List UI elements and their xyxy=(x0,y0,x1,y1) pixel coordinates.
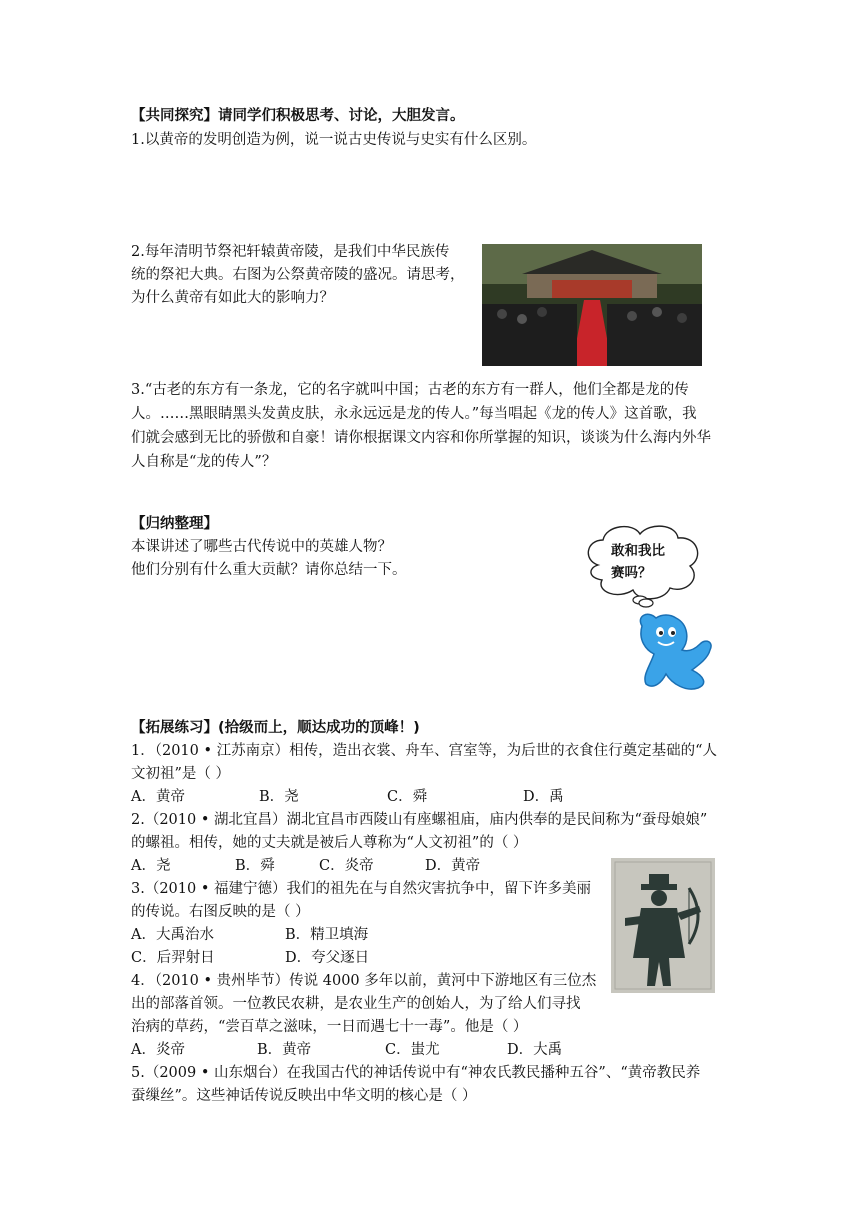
option-c: C．炎帝 xyxy=(319,858,374,874)
option-b: B．尧 xyxy=(259,789,299,805)
practice-q2-options xyxy=(131,854,480,878)
ceremony-photo xyxy=(482,244,702,366)
option-a: A．尧 xyxy=(131,858,171,874)
practice-q3-options xyxy=(131,923,368,947)
option-d: D．禹 xyxy=(523,789,564,805)
option-d: D．黄帝 xyxy=(425,858,481,874)
practice-q4-line: 治病的草药，“尝百草之滋味，一日而遇七十一毒”。他是（ ） xyxy=(131,1019,528,1035)
summary-line: 本课讲述了哪些古代传说中的英雄人物？ xyxy=(131,539,392,555)
question-3-line: 3.“古老的东方有一条龙，它的名字就叫中国；古老的东方有一群人，他们全都是龙的传 xyxy=(131,382,689,398)
section-heading-summary: 【归纳整理】 xyxy=(131,516,218,532)
bubble-text-line: 赛吗？ xyxy=(611,565,652,581)
option-a: A．黄帝 xyxy=(131,789,185,805)
question-3-line: 人自称是“龙的传人”？ xyxy=(131,454,277,470)
option-b: B．黄帝 xyxy=(257,1042,312,1058)
archer-figure-illustration xyxy=(611,858,715,993)
option-d: D．大禹 xyxy=(507,1042,563,1058)
option-c: C．后羿射日 xyxy=(131,950,215,966)
option-d: D．夸父逐日 xyxy=(285,950,370,966)
practice-q4-line: 4．（2010 • 贵州毕节）传说 4000 多年以前，黄河中下游地区有三位杰 xyxy=(131,973,597,989)
practice-q2-line: 2.（2010 • 湖北宜昌）湖北宜昌市西陵山有座螺祖庙，庙内供奉的是民间称为“蚕母娘娘” xyxy=(131,812,708,828)
question-2-line: 为什么黄帝有如此大的影响力？ xyxy=(131,290,334,306)
section-heading-explore: 【共同探究】请同学们积极思考、讨论，大胆发言。 xyxy=(131,108,465,124)
option-b: B．精卫填海 xyxy=(285,927,369,943)
option-a: A．炎帝 xyxy=(131,1042,185,1058)
option-a: A．大禹治水 xyxy=(131,927,214,943)
practice-q1-line: 1．（2010 • 江苏南京）相传，造出衣裳、舟车、宫室等，为后世的衣食住行奠定基础的“人 xyxy=(131,743,718,759)
option-c: C．蚩尤 xyxy=(385,1042,440,1058)
practice-q1-line: 文初祖”是（ ） xyxy=(131,766,231,782)
option-b: B．舜 xyxy=(235,858,275,874)
section-heading-practice: 【拓展练习】(拾级而上，顺达成功的顶峰！) xyxy=(131,720,420,736)
question-2-line: 统的祭祀大典。右图为公祭黄帝陵的盛况。请思考， xyxy=(131,267,465,283)
practice-q3-line: 的传说。右图反映的是（ ） xyxy=(131,904,310,920)
practice-q3-line: 3.（2010 • 福建宁德）我们的祖先在与自然灾害抗争中，留下许多美丽 xyxy=(131,881,592,897)
mascot-haibao-illustration xyxy=(628,610,718,695)
practice-q2-line: 的螺祖。相传，她的丈夫就是被后人尊称为“人文初祖”的（ ） xyxy=(131,835,528,851)
bubble-text-line: 敢和我比 xyxy=(611,543,665,559)
question-3-line: 人。……黑眼睛黑头发黄皮肤，永永远远是龙的传人。”每当唱起《龙的传人》这首歌，我 xyxy=(131,406,697,422)
practice-q4-options xyxy=(131,1038,562,1062)
question-1: 1.以黄帝的发明创造为例，说一说古史传说与史实有什么区别。 xyxy=(131,132,537,148)
practice-q4-line: 出的部落首领。一位教民农耕，是农业生产的创始人，为了给人们寻找 xyxy=(131,996,581,1012)
practice-q3-options xyxy=(131,946,369,970)
summary-line: 他们分别有什么重大贡献？请你总结一下。 xyxy=(131,562,407,578)
question-2-line: 2.每年清明节祭祀轩辕黄帝陵，是我们中华民族传 xyxy=(131,244,450,260)
option-c: C．舜 xyxy=(387,789,428,805)
practice-q5-line: 5.（2009 • 山东烟台）在我国古代的神话传说中有“神农氏教民播种五谷”、“黄帝教民养 xyxy=(131,1065,701,1081)
practice-q5-line: 蚕缫丝”。这些神话传说反映出中华文明的核心是（ ） xyxy=(131,1088,477,1104)
practice-q1-options xyxy=(131,785,564,809)
question-3-line: 们就会感到无比的骄傲和自豪！请你根据课文内容和你所掌握的知识，谈谈为什么海内外华 xyxy=(131,430,711,446)
